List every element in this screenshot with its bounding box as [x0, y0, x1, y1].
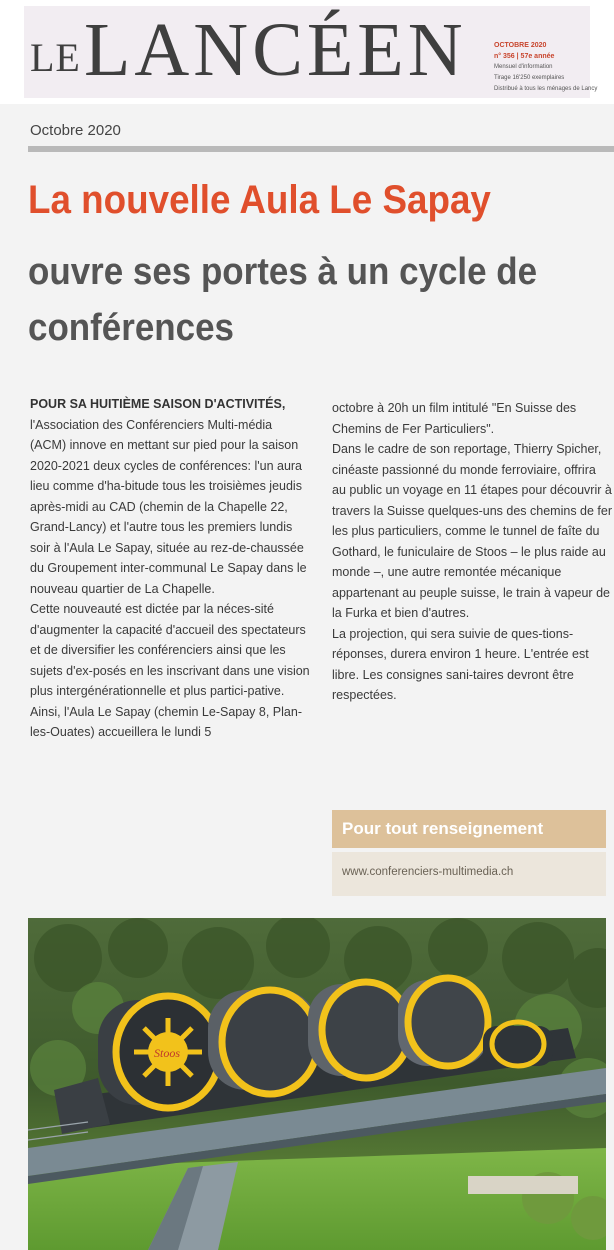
paragraph-5: Dans le cadre de son reportage, Thierry Spicher, cinéaste passionné du monde ferroviaire, offrira au public un voyage en 11 étapes pour découvrir à travers la Suisse quelques-uns des chemins de fer les plus particuliers, comme le tunnel de faîte du Gothard, le funiculaire de Stoos – le plus raide au monde –, une autre remontée mécanique appartenant au peuple suisse, le train à vapeur de la Furka et bien d'autres. — [332, 442, 613, 620]
info-box-body — [332, 852, 606, 896]
paragraph-3: Ainsi, l'Aula Le Sapay (chemin Le-Sapay 8, Plan-les-Ouates) accueillera le lundi 5 — [30, 704, 302, 739]
masthead-issue: n° 356 | 57e année — [494, 53, 555, 60]
headline-accent: La nouvelle Aula Le Sapay — [28, 178, 491, 222]
headline-main: ouvre ses portes à un cycle de conférences — [28, 251, 538, 349]
funicular-photo — [28, 918, 606, 1250]
masthead-info — [494, 40, 598, 95]
body-column-right — [332, 398, 612, 706]
info-box — [332, 810, 606, 900]
masthead-title: LANCÉEN — [84, 8, 467, 92]
paragraph-2: Cette nouveauté est dictée par la néces-sité d'augmenter la capacité d'accueil des spectateurs et de diversifier les conférenciers ainsi que les sujets d'ex-posés en les inscrivant dans une vision plus intergénérationnelle et plus partici-pative. — [30, 602, 310, 698]
paragraph-1: l'Association des Conférenciers Multi-média (ACM) innove en mettant sur pied pour la saison 2020-2021 deux cycles de conférences: l'un aura lieu comme d'ha-bitude tous les troisièmes jeudis après-midi au CAD (chemin de la Chapelle 22, Grand-Lancy) et l'autre tous les premiers lundis soir à l'Aula Le Sapay, située au rez-de-chaussée du Groupement inter-communal Le Sapay dans le nouveau quartier de La Chapelle. — [30, 417, 307, 596]
paragraph-4: octobre à 20h un film intitulé "En Suisse des Chemins de Fer Particuliers". — [332, 401, 577, 436]
info-box-url[interactable]: www.conferenciers-multimedia.ch — [342, 866, 514, 878]
paragraph-6: La projection, qui sera suivie de ques-tions-réponses, durera environ 1 heure. L'entrée est libre. Les consignes sani-taires devront être respectées. — [332, 626, 589, 702]
article-page — [0, 104, 614, 1250]
masthead-le: LE — [30, 35, 81, 80]
info-box-header — [332, 810, 606, 848]
lead-text: POUR SA HUITIÈME SAISON D'ACTIVITÉS, — [30, 397, 286, 411]
masthead-line-3: Distribué à tous les ménages de Lancy — [494, 86, 598, 92]
date-divider — [28, 146, 614, 152]
stoos-logo-text: Stoos — [154, 1046, 181, 1060]
masthead-date: OCTOBRE 2020 — [494, 42, 547, 49]
masthead-line-2: Tirage 16'250 exemplaires — [494, 75, 565, 81]
stoos-sun-logo — [134, 1018, 202, 1086]
info-box-title: Pour tout renseignement — [342, 819, 544, 838]
article-date: Octobre 2020 — [30, 122, 121, 139]
masthead — [24, 6, 598, 98]
masthead-line-1: Mensuel d'information — [494, 64, 553, 70]
body-column-left — [30, 394, 310, 743]
